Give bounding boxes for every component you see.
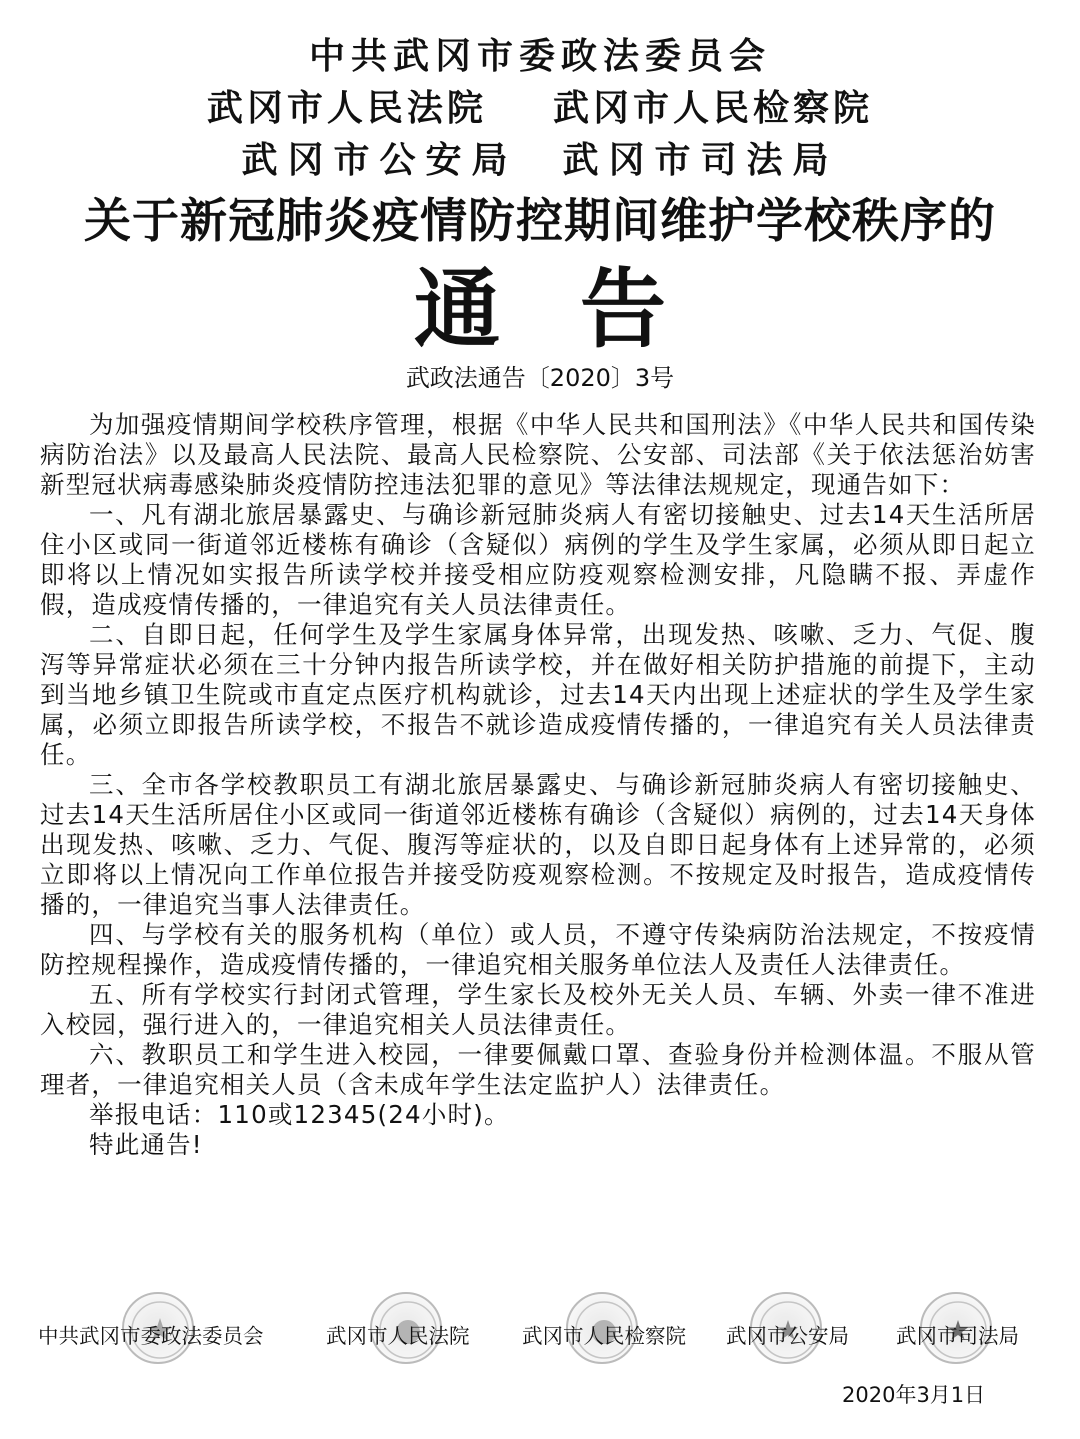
issue-date: 2020年3月1日 [842,1383,986,1407]
paragraph-closing: 特此通告! [89,1130,203,1159]
paragraph-item-6: 六、教职员工和学生进入校园，一律要佩戴口罩、查验身份并检测体温。不服从管理者，一律追究相关人员（含未成年学生法定监护人）法律责任。 [40,1040,1036,1099]
signature-label: 武冈市公安局 [726,1324,849,1348]
signature-label: 武冈市司法局 [896,1324,1019,1348]
document-number: 武政法通告〔2020〕3号 [405,364,675,392]
paragraph-intro: 为加强疫情期间学校秩序管理，根据《中华人民共和国刑法》《中华人民共和国传染病防治法》以及最高人民法院、最高人民检察院、公安部、司法部《关于依法惩治妨害新型冠状病毒感染肺炎疫情防控违法犯罪的意见》等法律法规规定，现通告如下： [40,410,1036,499]
notice-title: 关于新冠肺炎疫情防控期间维护学校秩序的 [84,194,996,249]
issuer-line-3: 武冈市公安局 武冈市司法局 [241,139,839,181]
notice-body [40,410,1036,1160]
notice-title-big: 通告 [414,259,746,360]
signature-label: 武冈市人民检察院 [522,1324,686,1348]
paragraph-hotline: 举报电话：110或12345(24小时)。 [89,1100,510,1129]
paragraph-item-4: 四、与学校有关的服务机构（单位）或人员，不遵守传染病防治法规定，不按疫情防控规程操作，造成疫情传播的，一律追究相关服务单位法人及责任人法律责任。 [40,920,1036,979]
paragraph-item-1: 一、凡有湖北旅居暴露史、与确诊新冠肺炎病人有密切接触史、过去14天生活所居住小区或同一街道邻近楼栋有确诊（含疑似）病例的学生及学生家属，必须从即日起立即将以上情况如实报告所读学校并接受相应防疫观察检测安排，凡隐瞒不报、弄虚作假，造成疫情传播的，一律追究有关人员法律责任。 [40,500,1036,619]
issuer-line-1: 中共武冈市委政法委员会 [308,35,771,77]
signature-block [38,1292,1042,1372]
signature-label: 中共武冈市委政法委员会 [38,1324,264,1348]
paragraph-item-3: 三、全市各学校教职员工有湖北旅居暴露史、与确诊新冠肺炎病人有密切接触史、过去14天生活所居住小区或同一街道邻近楼栋有确诊（含疑似）病例的，过去14天身体出现发热、咳嗽、乏力、气促、腹泻等症状的，以及自即日起身体有上述异常的，必须立即将以上情况向工作单位报告并接受防疫观察检测。不按规定及时报告，造成疫情传播的，一律追究当事人法律责任。 [40,770,1036,919]
signature-label: 武冈市人民法院 [326,1324,470,1348]
paragraph-item-5: 五、所有学校实行封闭式管理，学生家长及校外无关人员、车辆、外卖一律不准进入校园，强行进入的，一律追究相关人员法律责任。 [40,980,1036,1039]
issuer-line-2: 武冈市人民法院 武冈市人民检察院 [206,87,874,129]
paragraph-item-2: 二、自即日起，任何学生及学生家属身体异常，出现发热、咳嗽、乏力、气促、腹泻等异常症状必须在三十分钟内报告所读学校，并在做好相关防护措施的前提下，主动到当地乡镇卫生院或市直定点医疗机构就诊，过去14天内出现上述症状的学生及学生家属，必须立即报告所读学校，不报告不就诊造成疫情传播的，一律追究有关人员法律责任。 [40,620,1036,769]
